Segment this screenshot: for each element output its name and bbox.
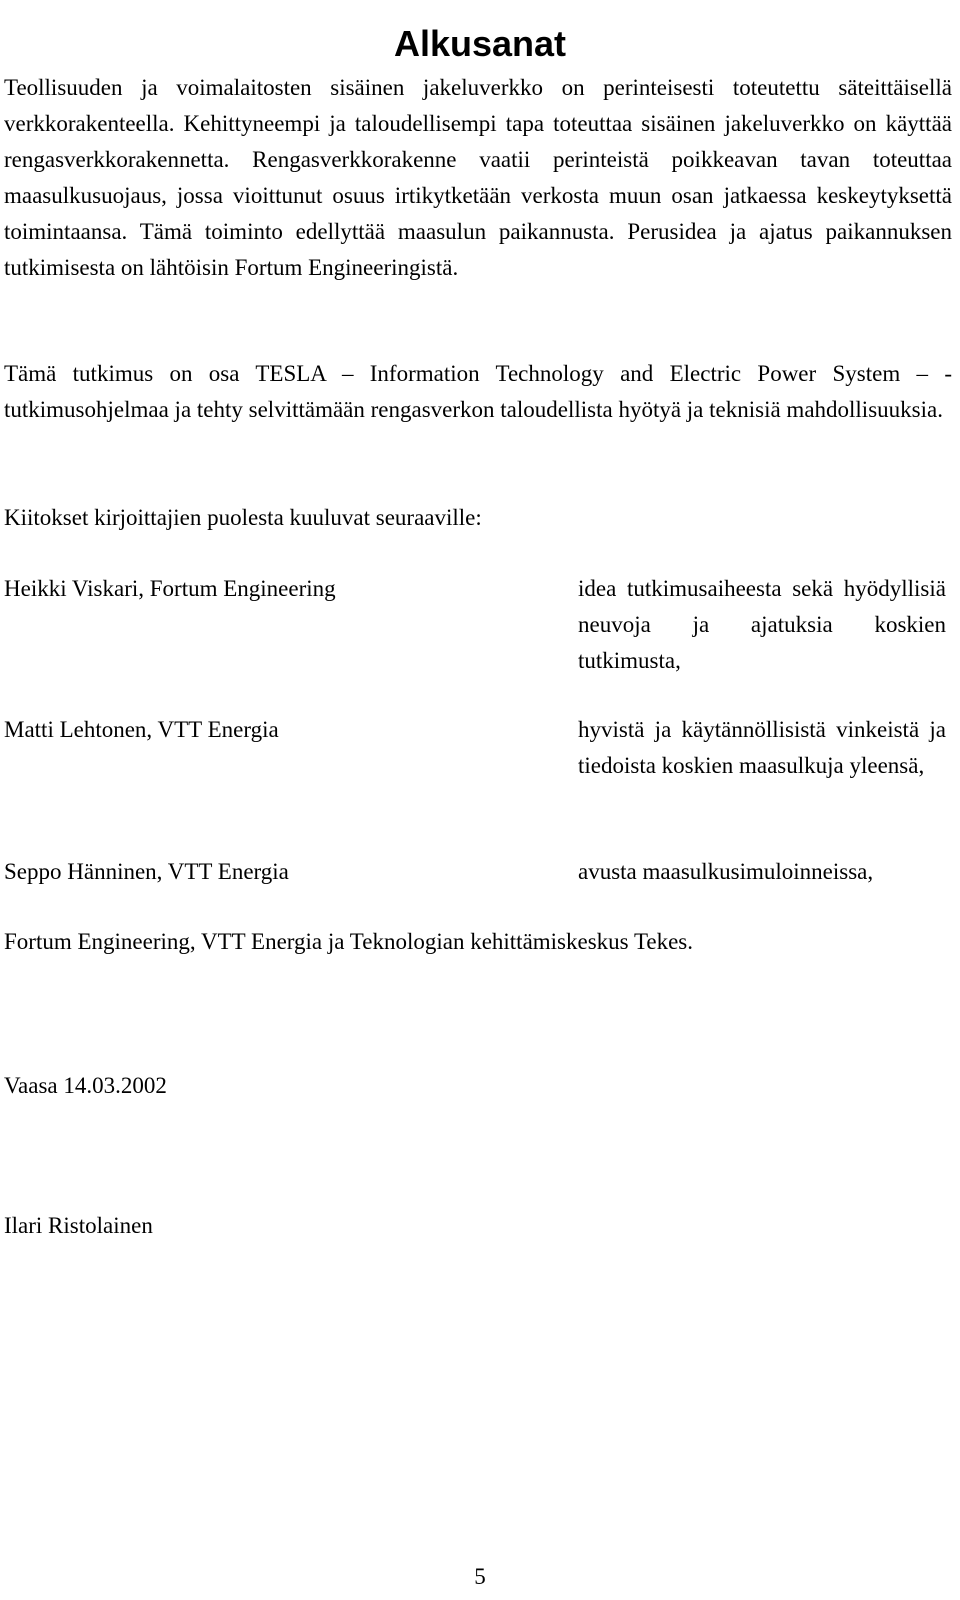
acknowledged-person: Matti Lehtonen, VTT Energia bbox=[4, 717, 279, 742]
acknowledgement-reason: idea tutkimusaiheesta sekä hyödyllisiä neuvoja ja ajatuksia koskien tutkimusta, bbox=[578, 576, 946, 673]
document-page bbox=[4, 0, 956, 1600]
intro-paragraph: Teollisuuden ja voimalaitosten sisäinen jakeluverkko on perinteisesti toteutettu säteittäisellä verkkorakenteella. Kehittyneempi ja taloudellisempi tapa toteuttaa sisäinen jakeluverkko on käyttää rengasverkkorakennetta. Rengasverkkorakenne vaatii perinteistä poikkeavan tavan toteuttaa maasulkusuojaus, jossa vioittunut osuus irtikytketään verkosta muun osan jatkaessa keskeytyksettä toimintaansa. Tämä toiminto edellyttää maasulun paikannusta. Perusidea ja ajatus paikannuksen tutkimisesta on lähtöisin Fortum Engineeringistä. bbox=[4, 75, 952, 280]
acknowledged-person: Heikki Viskari, Fortum Engineering bbox=[4, 576, 336, 601]
acknowledgement-reason: avusta maasulkusimuloinneissa, bbox=[578, 859, 874, 884]
acknowledged-organizations: Fortum Engineering, VTT Energia ja Teknologian kehittämiskeskus Tekes. bbox=[4, 929, 694, 954]
page-number: 5 bbox=[474, 1564, 486, 1589]
thanks-intro: Kiitokset kirjoittajien puolesta kuuluvat seuraaville: bbox=[4, 505, 482, 530]
acknowledgement-reason: hyvistä ja käytännöllisistä vinkeistä ja tiedoista koskien maasulkuja yleensä, bbox=[578, 717, 946, 778]
research-context-paragraph: Tämä tutkimus on osa TESLA – Information Technology and Electric Power System – -tutkimusohjelmaa ja tehty selvittämään rengasverkon taloudellista hyötyä ja teknisiä mahdollisuuksia. bbox=[4, 361, 952, 422]
author-signature: Ilari Ristolainen bbox=[4, 1213, 153, 1238]
place-and-date: Vaasa 14.03.2002 bbox=[4, 1073, 167, 1098]
acknowledged-person: Seppo Hänninen, VTT Energia bbox=[4, 859, 289, 884]
page-title: Alkusanat bbox=[393, 23, 567, 65]
